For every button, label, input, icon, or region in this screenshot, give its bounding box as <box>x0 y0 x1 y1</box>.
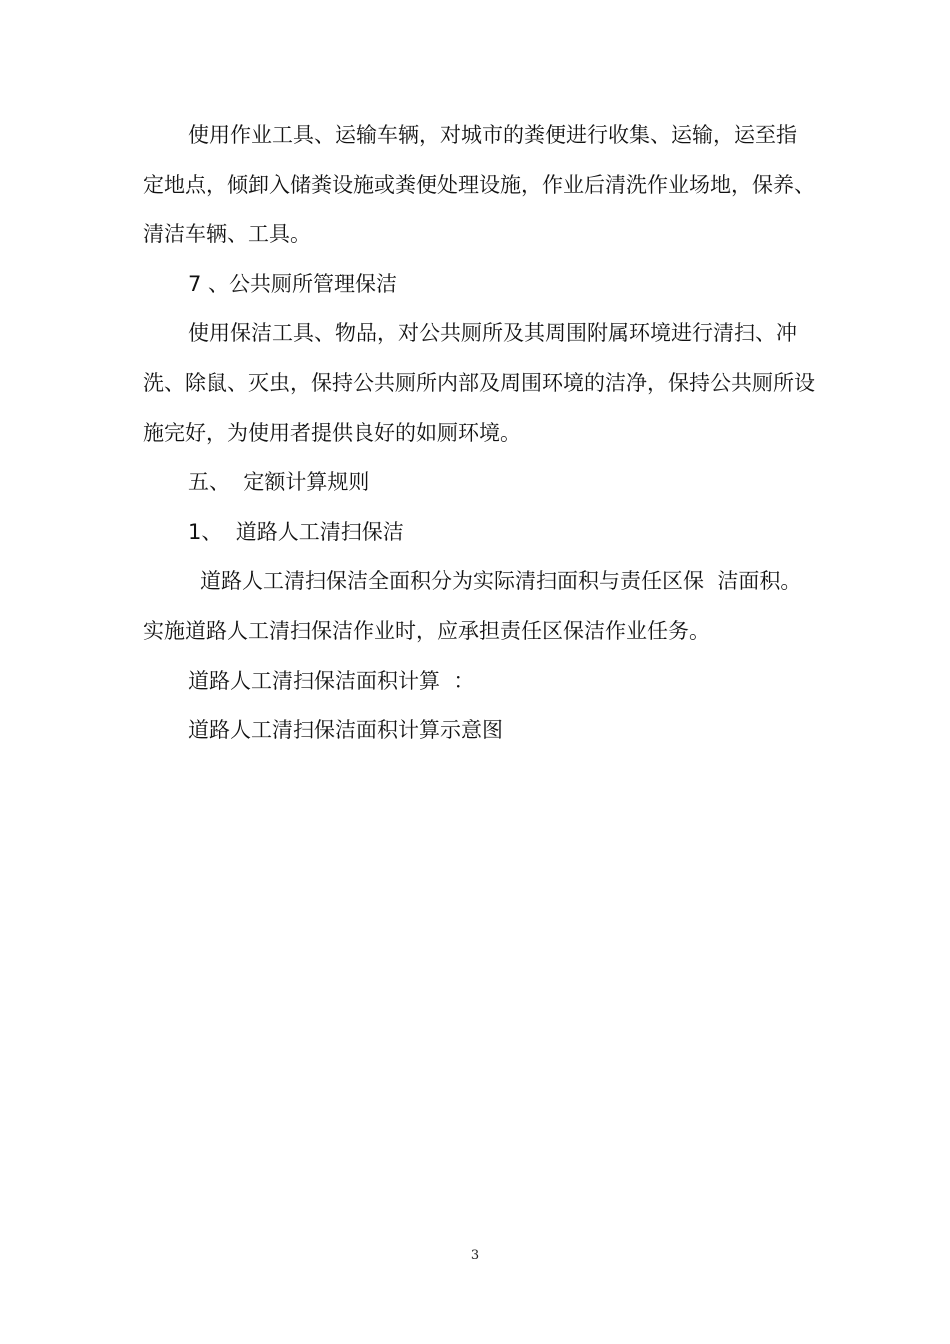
section-heading-quota-rules: 五、 定额计算规则 <box>188 470 370 495</box>
paragraph-road-cleaning-area: 道路人工清扫保洁全面积分为实际清扫面积与责任区保 洁面积。实施道路人工清扫保洁作业时，应承担责任区保洁作业任务。 <box>143 569 802 643</box>
paragraph-public-toilet-cleaning: 使用保洁工具、物品，对公共厕所及其周围附属环境进行清扫、冲洗、除鼠、灭虫，保持公共厕所内部及周围环境的洁净，保持公共厕所设施完好，为使用者提供良好的如厕环境。 <box>143 321 815 445</box>
page-number: 3 <box>470 1248 480 1263</box>
paragraph-area-diagram-caption: 道路人工清扫保洁面积计算示意图 <box>188 718 503 743</box>
paragraph-area-calculation: 道路人工清扫保洁面积计算 ： <box>188 668 475 693</box>
subsection-heading-road-cleaning: 1、 道路人工清扫保洁 <box>188 519 404 544</box>
section-heading-public-toilet: 7 、公共厕所管理保洁 <box>188 271 398 296</box>
document-body <box>143 111 815 756</box>
paragraph-feces-collection: 使用作业工具、运输车辆，对城市的粪便进行收集、运输，运至指定地点，倾卸入储粪设施或粪便处理设施，作业后清洗作业场地，保养、清洁车辆、工具。 <box>143 123 815 247</box>
